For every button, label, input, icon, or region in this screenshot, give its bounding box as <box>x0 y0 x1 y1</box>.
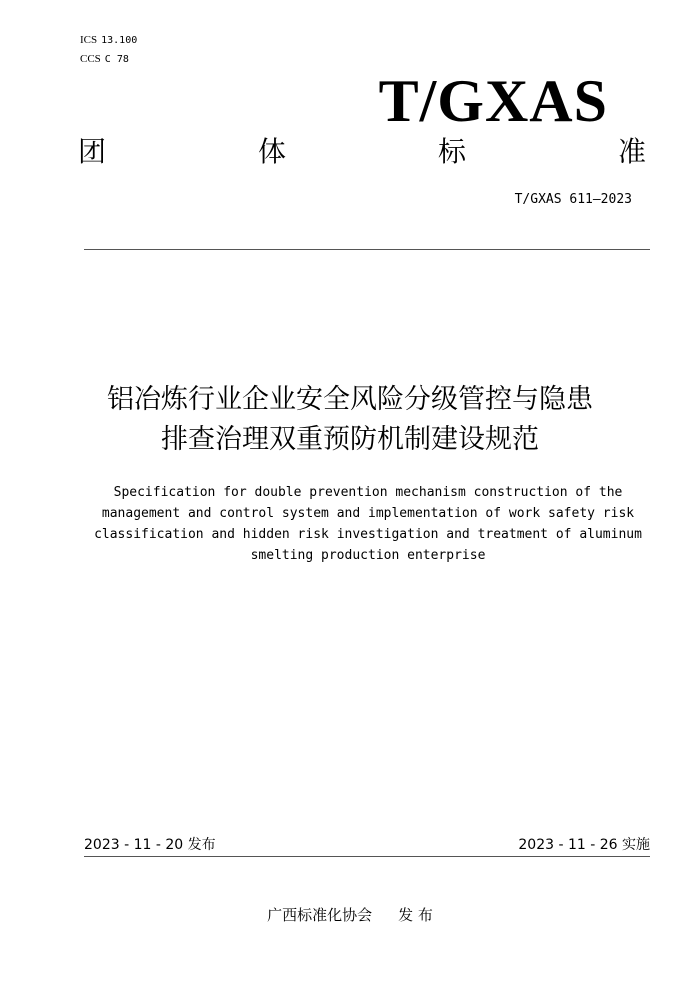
ics-label: ICS <box>80 34 98 46</box>
ics-code <box>80 34 137 47</box>
chinese-title-line: 铝冶炼行业企业安全风险分级管控与隐患 <box>107 384 593 415</box>
standard-type-heading <box>78 134 650 170</box>
standard-logo: T/GXAS <box>378 68 608 134</box>
standard-type-char: 准 <box>617 135 646 168</box>
chinese-title-line: 排查治理双重预防机制建设规范 <box>161 424 539 455</box>
chinese-title <box>0 380 700 460</box>
english-title: Specification for double prevention mechanism construction of the management and control system and implementation of work safety risk classification and hidden risk investigation and treatment of aluminum smelting production enterprise <box>94 485 642 563</box>
implement-date: 2023 - 11 - 26 实施 <box>518 837 650 853</box>
standard-number: T/GXAS 611—2023 <box>514 192 632 207</box>
ccs-value: C 78 <box>104 54 129 65</box>
bottom-divider <box>84 856 650 857</box>
issuer-action: 发 布 <box>398 906 433 924</box>
standard-type-char: 体 <box>257 135 286 168</box>
issuer-name: 广西标准化协会 <box>267 906 373 924</box>
standard-type-char: 团 <box>78 135 107 168</box>
publish-date: 2023 - 11 - 20 发布 <box>84 837 216 853</box>
ccs-label: CCS <box>80 53 101 65</box>
issuer-line <box>0 904 700 925</box>
ics-value: 13.100 <box>101 35 138 46</box>
ccs-code <box>80 53 129 66</box>
standard-type-char: 标 <box>437 135 466 168</box>
top-divider <box>84 249 650 250</box>
